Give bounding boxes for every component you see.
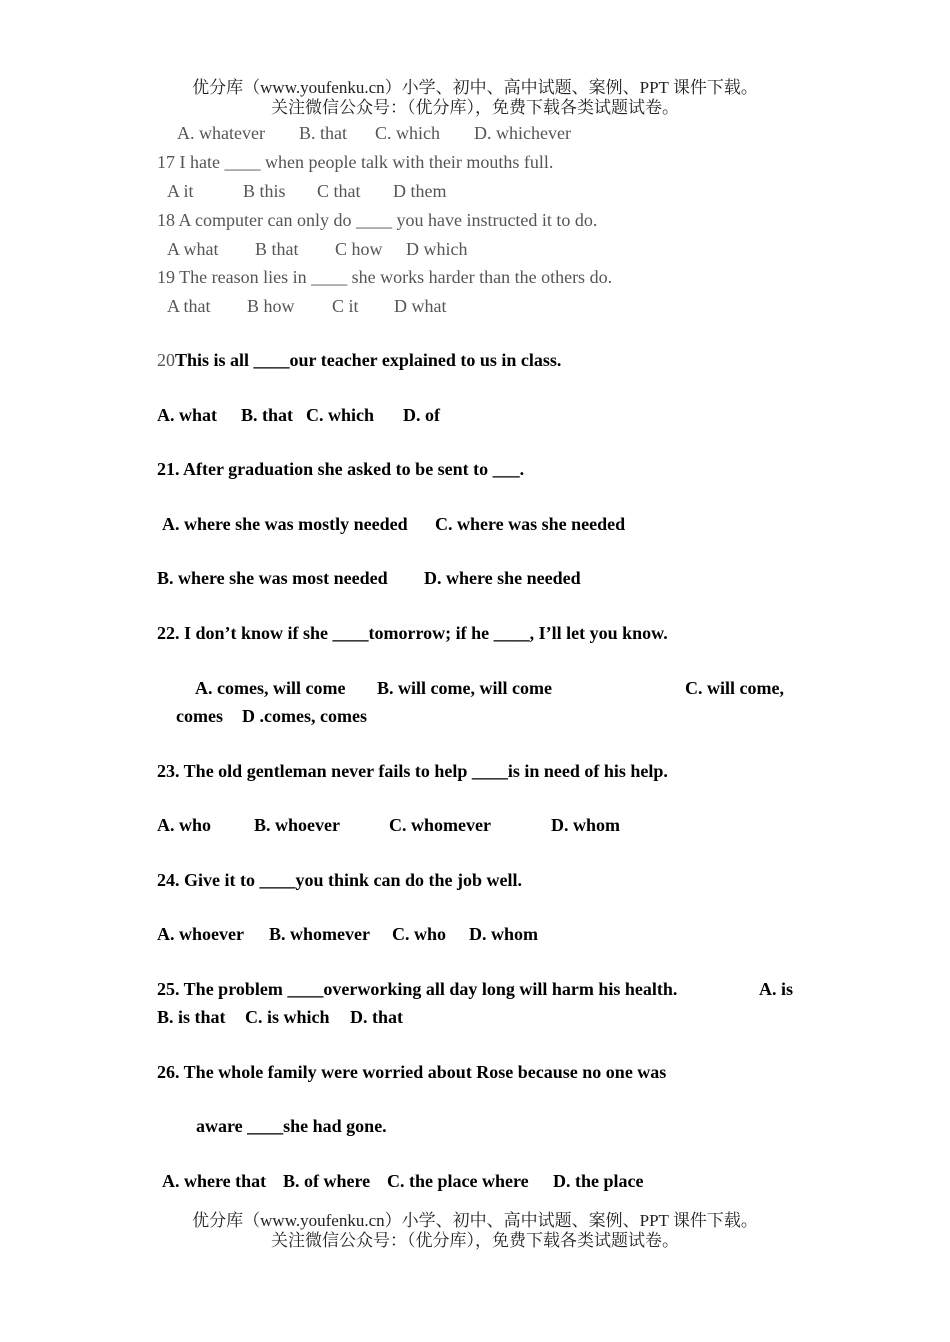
q17-options [167,179,567,203]
q18-option-b: B that [255,239,299,259]
q26-text: 26. The whole family were worried about Rose because no one was [157,1062,667,1082]
q20-option-a: A. what [157,405,218,425]
footer-line-1: 优分库（www.youfenku.cn）小学、初中、高中试题、案例、PPT 课件下载。 [192,1211,758,1230]
q20-options [157,403,557,427]
q25-option-c: C. is which [245,1007,330,1027]
q25-options [157,1005,577,1029]
q19-option-a: A that [167,296,211,316]
q17-option-a: A it [167,181,194,201]
q22-options-row2 [176,704,576,728]
q17-option-b: B this [243,181,286,201]
q21-option-b: B. where she was most needed [157,568,388,588]
q25-text: 25. The problem ____overworking all day long will harm his health. [157,979,678,999]
q17-option-d: D them [393,181,447,201]
q18-options [167,237,567,261]
q26-option-c: C. the place where [387,1171,529,1191]
q24-option-a: A. whoever [157,924,244,944]
q24-option-b: B. whomever [269,924,370,944]
q22-option-c: C. will come, [685,678,784,698]
q20-option-c: C. which [306,405,375,425]
q16-options [177,121,571,145]
q22-option-b: B. will come, will come [377,678,552,698]
q23-option-d: D. whom [551,815,621,835]
q20-question: This is all ____our teacher explained to us in class. [175,350,562,370]
q25-option-d: D. that [350,1007,403,1027]
q25-option-a: A. is [758,979,793,999]
page-header [0,78,950,118]
q24-text: 24. Give it to ____you think can do the job well. [157,870,523,890]
q23-option-b: B. whoever [254,815,340,835]
q26-option-a: A. where that [162,1171,267,1191]
q26-text-2: aware ____she had gone. [196,1116,387,1136]
q24-options [157,922,577,946]
q21-options-row2 [157,566,717,590]
q20-option-b: B. that [241,405,294,425]
q24-option-d: D. whom [469,924,539,944]
q19-options [167,294,567,318]
q19-option-b: B how [247,296,295,316]
q17-option-c: C that [317,181,361,201]
q23-option-a: A. who [157,815,212,835]
q19-option-c: C it [332,296,359,316]
q23-text: 23. The old gentleman never fails to help ____is in need of his help. [157,761,668,781]
q20-number: 20 [157,350,175,370]
q25-option-b: B. is that [157,1007,226,1027]
header-line-1: 优分库（www.youfenku.cn）小学、初中、高中试题、案例、PPT 课件下载。 [192,78,758,97]
q23-option-c: C. whomever [389,815,491,835]
q21-text: 21. After graduation she asked to be sent to ___. [157,459,525,479]
q19-text: 19 The reason lies in ____ she works harder than the others do. [157,267,613,287]
q18-text: 18 A computer can only do ____ you have instructed it to do. [157,210,598,230]
q21-option-c: C. where was she needed [435,514,626,534]
q18-option-a: A what [167,239,219,259]
q20-text [157,348,561,372]
header-line-2: 关注微信公众号：（优分库），免费下载各类试题试卷。 [271,98,679,117]
q16-option-a: A. whatever [177,123,265,143]
q20-option-d: D. of [403,405,440,425]
q22-option-a: A. comes, will come [195,678,346,698]
q26-option-b: B. of where [283,1171,371,1191]
q18-option-d: D which [406,239,468,259]
q19-option-d: D what [394,296,447,316]
q26-option-d: D. the place [553,1171,644,1191]
q17-text: 17 I hate ____ when people talk with their mouths full. [157,152,554,172]
q21-option-a: A. where she was mostly needed [162,514,408,534]
q21-option-d: D. where she needed [424,568,581,588]
page-footer [0,1211,950,1251]
q22-option-c-cont: comes [176,706,223,726]
q16-option-b: B. that [299,123,347,143]
q25-line1 [157,977,793,1001]
q18-option-c: C how [335,239,383,259]
q22-option-d: D .comes, comes [242,706,367,726]
q23-options [157,813,677,837]
footer-line-2: 关注微信公众号：（优分库），免费下载各类试题试卷。 [271,1231,679,1250]
q26-options [162,1169,682,1193]
q21-options-row1 [162,512,722,536]
q22-options-row1 [195,676,795,700]
q24-option-c: C. who [392,924,447,944]
q16-option-c: C. which [375,123,440,143]
q16-option-d: D. whichever [474,123,571,143]
q22-text: 22. I don’t know if she ____tomorrow; if he ____, I’ll let you know. [157,623,668,643]
